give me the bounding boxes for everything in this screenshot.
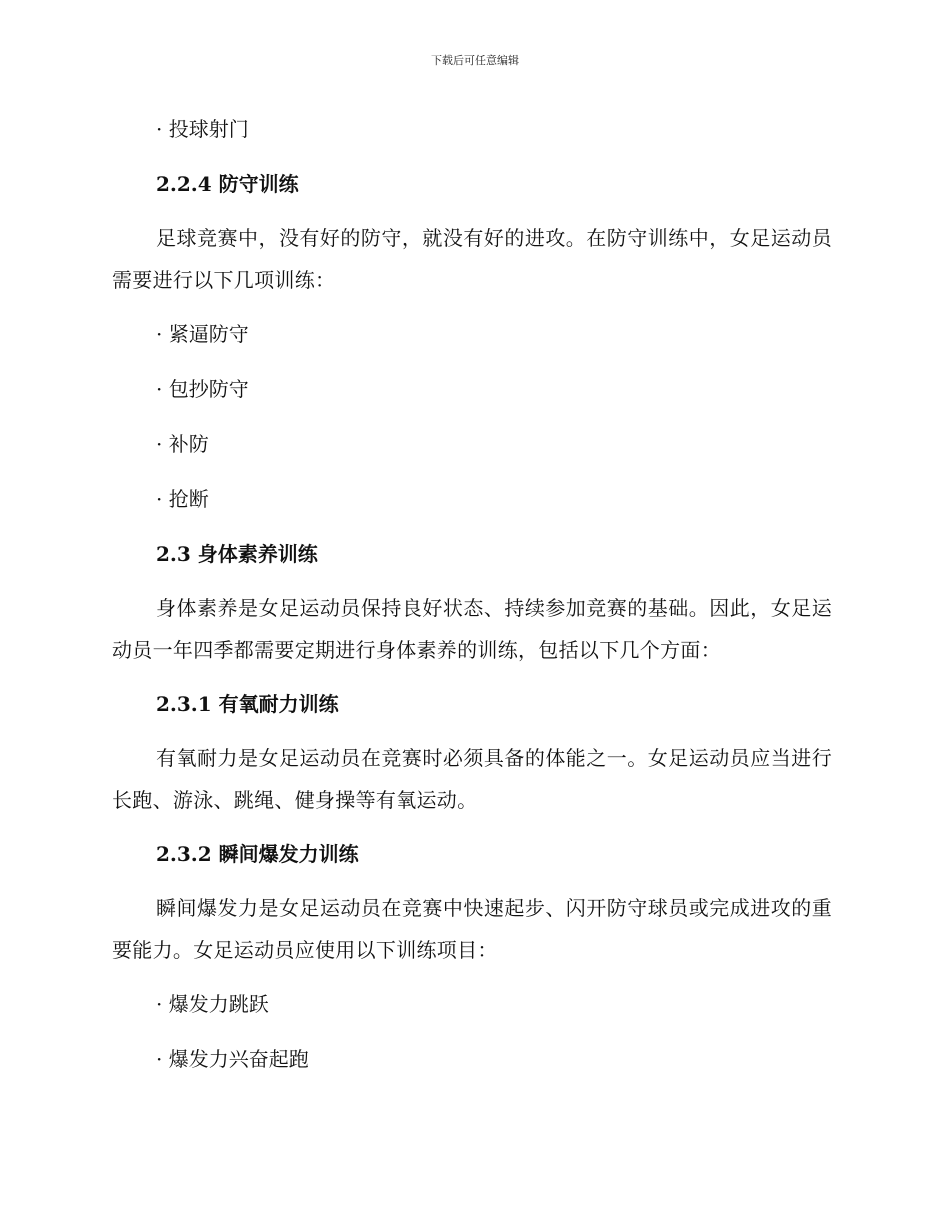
bullet-item: · 包抄防守: [156, 377, 249, 401]
bullet-item: · 补防: [156, 432, 209, 456]
paragraph: 身体素养是女足运动员保持良好状态、持续参加竞赛的基础。因此，女足运动员一年四季都需要定期进行身体素养的训练，包括以下几个方面：: [112, 596, 832, 662]
section-heading: 2.3.1 有氧耐力训练: [156, 692, 339, 716]
section-heading: 2.3 身体素养训练: [156, 542, 318, 566]
page-header-note: 下载后可任意编辑: [431, 54, 519, 67]
bullet-item: · 抢断: [156, 487, 209, 511]
document-body: [112, 108, 832, 1093]
bullet-item: · 爆发力跳跃: [156, 992, 269, 1016]
bullet-item: · 爆发力兴奋起跑: [156, 1047, 309, 1071]
paragraph: 足球竞赛中，没有好的防守，就没有好的进攻。在防守训练中，女足运动员需要进行以下几项训练：: [112, 226, 832, 292]
section-heading: 2.2.4 防守训练: [156, 172, 299, 196]
bullet-item: · 紧逼防守: [156, 322, 249, 346]
bullet-item: · 投球射门: [156, 117, 249, 141]
paragraph: 瞬间爆发力是女足运动员在竞赛中快速起步、闪开防守球员或完成进攻的重要能力。女足运动员应使用以下训练项目：: [112, 896, 832, 962]
section-heading: 2.3.2 瞬间爆发力训练: [156, 842, 359, 866]
paragraph: 有氧耐力是女足运动员在竞赛时必须具备的体能之一。女足运动员应当进行长跑、游泳、跳绳、健身操等有氧运动。: [112, 746, 832, 812]
